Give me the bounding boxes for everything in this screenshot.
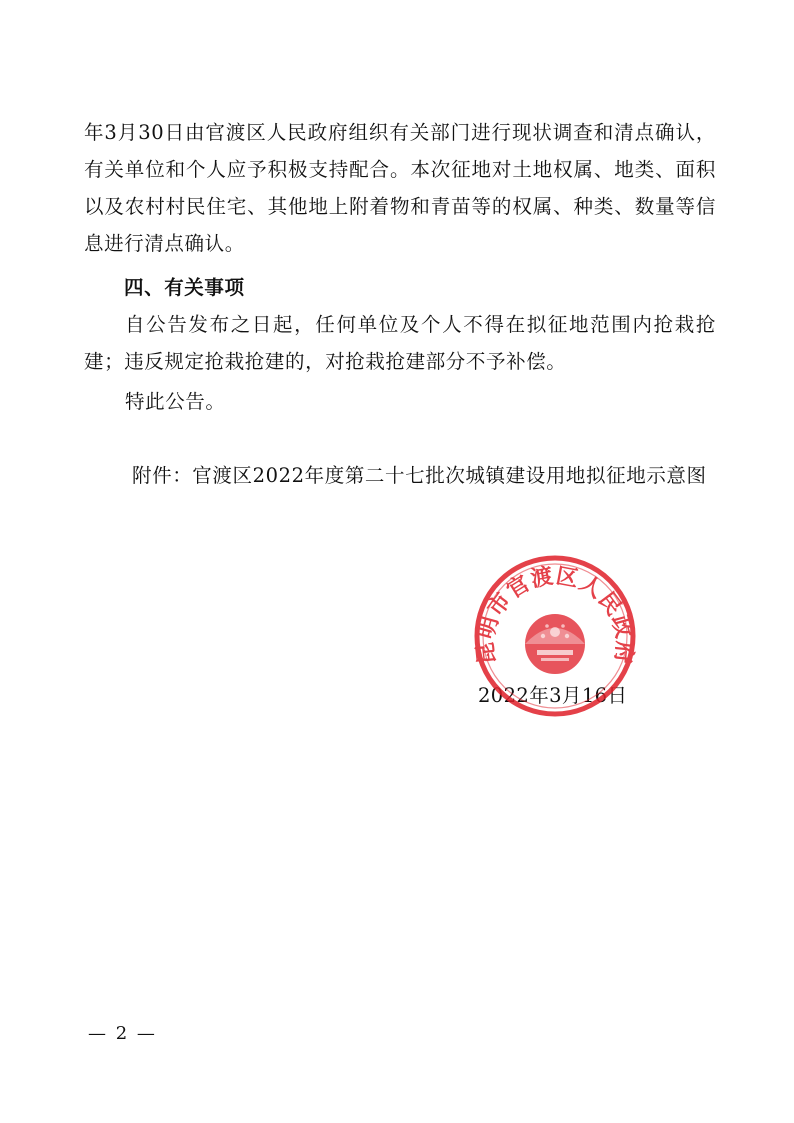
paragraph-notice: 自公告发布之日起，任何单位及个人不得在拟征地范围内抢栽抢建；违反规定抢栽抢建的，对抢栽抢建部分不予补偿。 xyxy=(84,313,716,373)
section-heading: 四、有关事项 xyxy=(124,276,245,299)
paragraph-closing: 特此公告。 xyxy=(125,390,226,413)
issue-date: 2022年3月16日 xyxy=(478,684,628,707)
paragraph-survey: 年3月30日由官渡区人民政府组织有关部门进行现状调查和清点确认，有关单位和个人应予积极支持配合。本次征地对土地权属、地类、面积以及农村村民住宅、其他地上附着物和青苗等的权属、种类、数量等信息进行清点确认。 xyxy=(84,121,716,255)
seal-text: 昆明市官渡区人民政府 xyxy=(473,563,637,666)
official-seal-icon xyxy=(471,552,639,720)
attachment-note: 附件：官渡区2022年度第二十七批次城镇建设用地拟征地示意图 xyxy=(132,464,707,487)
page-number: — 2 — xyxy=(88,1023,157,1044)
